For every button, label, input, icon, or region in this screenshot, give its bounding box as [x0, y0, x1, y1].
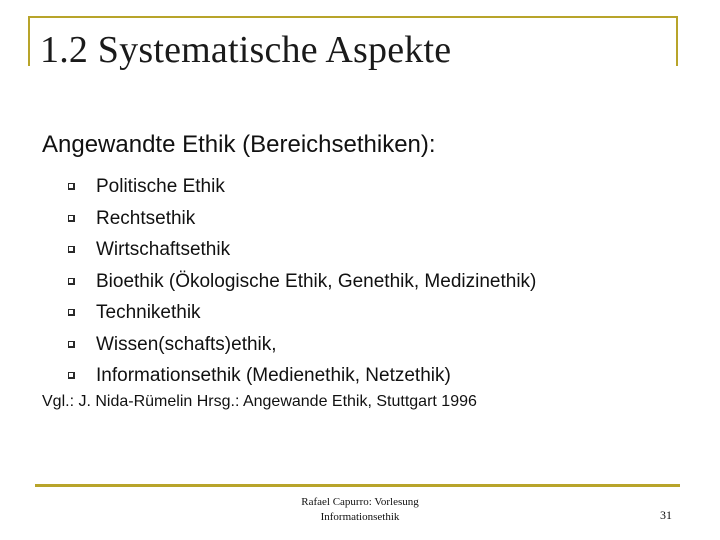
list-item [68, 360, 536, 392]
topic-list [68, 171, 536, 392]
list-item [68, 266, 536, 298]
section-heading: Angewandte Ethik (Bereichsethiken): [42, 131, 436, 158]
list-item [68, 203, 536, 235]
square-bullet-icon [68, 309, 75, 316]
list-item [68, 329, 536, 361]
footer-author: Rafael Capurro: Vorlesung [301, 496, 419, 508]
slide-title: 1.2 Systematische Aspekte [40, 29, 452, 71]
list-item-label: Wirtschaftsethik [96, 239, 231, 260]
square-bullet-icon [68, 278, 75, 285]
list-item-label: Technikethik [96, 302, 201, 323]
list-item-label: Wissen(schafts)ethik, [96, 333, 277, 355]
title-frame-right [676, 16, 678, 66]
page-number: 31 [660, 508, 672, 522]
list-item [68, 297, 536, 329]
list-item [68, 234, 536, 266]
square-bullet-icon [68, 183, 75, 190]
list-item [68, 171, 536, 203]
list-item-label: Rechtsethik [96, 207, 196, 229]
title-frame-top [28, 16, 678, 18]
list-item-label: Politische Ethik [96, 176, 225, 197]
list-item-label: Bioethik (Ökologische Ethik, Genethik, Medizinethik) [96, 270, 537, 292]
footer-course: Informationsethik [320, 511, 400, 523]
title-frame-left [28, 16, 30, 66]
list-item-label: Informationsethik (Medienethik, Netzethik) [96, 365, 451, 386]
square-bullet-icon [68, 215, 75, 222]
footer-credit [260, 495, 460, 525]
footer-divider [35, 484, 680, 487]
square-bullet-icon [68, 341, 75, 348]
square-bullet-icon [68, 246, 75, 253]
reference-note: Vgl.: J. Nida-Rümelin Hrsg.: Angewande Ethik, Stuttgart 1996 [42, 393, 477, 410]
square-bullet-icon [68, 372, 75, 379]
